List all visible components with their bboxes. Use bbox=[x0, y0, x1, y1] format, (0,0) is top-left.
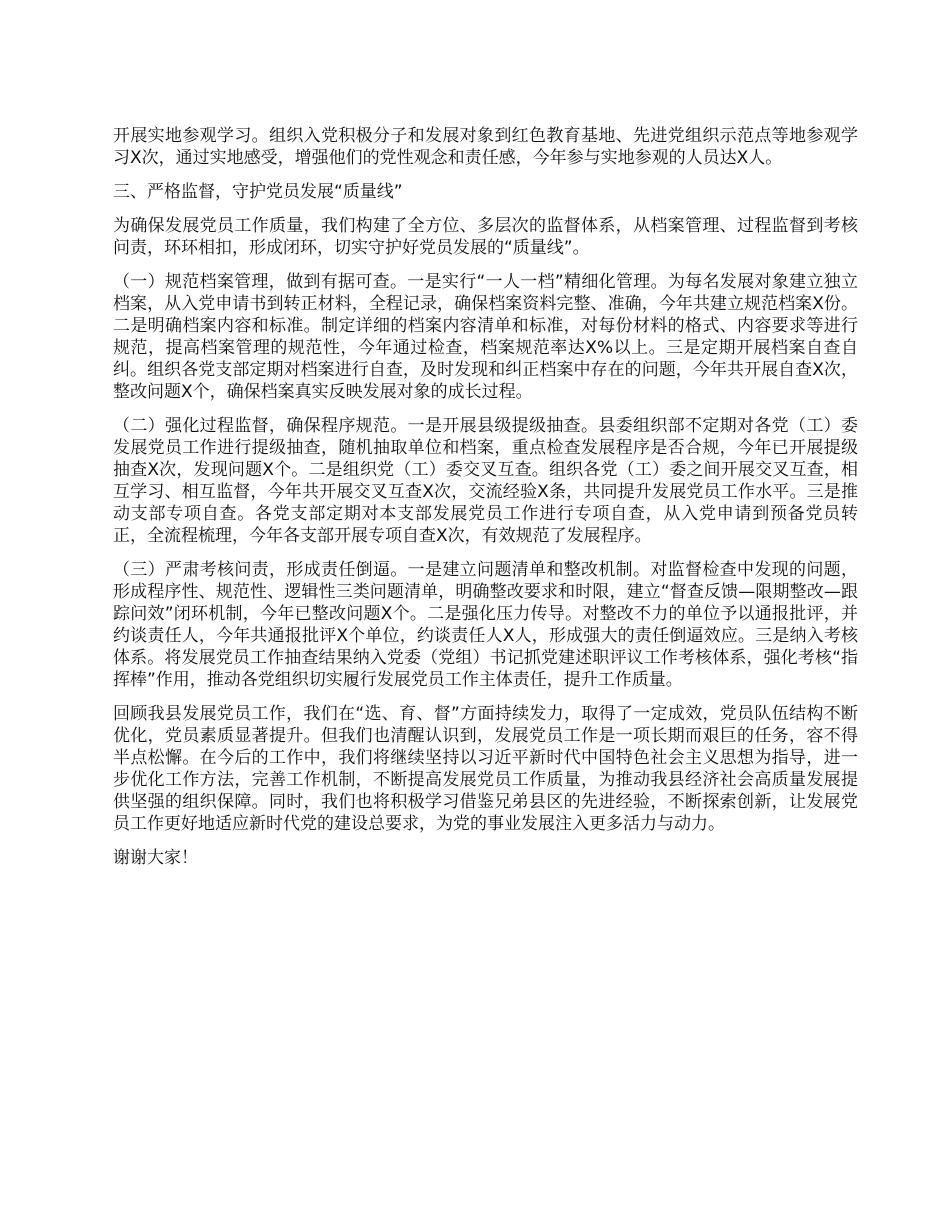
paragraph-accountability: （三）严肃考核问责，形成责任倒逼。一是建立问题清单和整改机制。对监督检查中发现的问题，形成程序性、规范性、逻辑性三类问题清单，明确整改要求和时限，建立“督查反馈—限期整改—跟踪问效”闭环机制，今年已整改问题X个。二是强化压力传导。对整改不力的单位予以通报批评，并约谈责任人，今年共通报批评X个单位，约谈责任人X人，形成强大的责任倒逼效应。三是纳入考核体系。将发展党员工作抽查结果纳入党委（党组）书记抓党建述职评议工作考核体系，强化考核“指挥棒”作用，推动各党组织切实履行发展党员工作主体责任，提升工作质量。 bbox=[113, 560, 858, 690]
section-heading-supervision: 三、严格监督，守护党员发展“质量线” bbox=[113, 182, 403, 202]
paragraph-site-visits: 开展实地参观学习。组织入党积极分子和发展对象到红色教育基地、先进党组织示范点等地参观学习X次，通过实地感受，增强他们的党性观念和责任感，今年参与实地参观的人员达X人。 bbox=[113, 126, 858, 168]
paragraph-supervision-intro: 为确保发展党员工作质量，我们构建了全方位、多层次的监督体系，从档案管理、过程监督到考核问责，环环相扣，形成闭环，切实守护好党员发展的“质量线”。 bbox=[113, 216, 858, 258]
document-page bbox=[113, 125, 858, 881]
paragraph-archive-management: （一）规范档案管理，做到有据可查。一是实行“一人一档”精细化管理。为每名发展对象建立独立档案，从入党申请书到转正材料，全程记录，确保档案资料完整、准确，今年共建立规范档案X份。二是明确档案内容和标准。制定详细的档案内容清单和标准，对每份材料的格式、内容要求等进行规范，提高档案管理的规范性，今年通过检查，档案规范率达X%以上。三是定期开展档案自查自纠。组织各党支部定期对档案进行自查，及时发现和纠正档案中存在的问题，今年共开展自查X次，整改问题X个，确保档案真实反映发展对象的成长过程。 bbox=[113, 272, 858, 402]
paragraph-thanks: 谢谢大家！ bbox=[113, 848, 198, 868]
paragraph-conclusion: 回顾我县发展党员工作，我们在“选、育、督”方面持续发力，取得了一定成效，党员队伍结构不断优化，党员素质显著提升。但我们也清醒认识到，发展党员工作是一项长期而艰巨的任务，容不得半点松懈。在今后的工作中，我们将继续坚持以习近平新时代中国特色社会主义思想为指导，进一步优化工作方法，完善工作机制，不断提高发展党员工作质量，为推动我县经济社会高质量发展提供坚强的组织保障。同时，我们也将积极学习借鉴兄弟县区的先进经验，不断探索创新，让发展党员工作更好地适应新时代党的建设总要求，为党的事业发展注入更多活力与动力。 bbox=[113, 704, 858, 834]
paragraph-process-supervision: （二）强化过程监督，确保程序规范。一是开展县级提级抽查。县委组织部不定期对各党（工）委发展党员工作进行提级抽查，随机抽取单位和档案，重点检查发展程序是否合规，今年已开展提级抽查X次，发现问题X个。二是组织党（工）委交叉互查。组织各党（工）委之间开展交叉互查，相互学习、相互监督，今年共开展交叉互查X次，交流经验X条，共同提升发展党员工作水平。三是推动支部专项自查。各党支部定期对本支部发展党员工作进行专项自查，从入党申请到预备党员转正，全流程梳理，今年各支部开展专项自查X次，有效规范了发展程序。 bbox=[113, 416, 858, 546]
